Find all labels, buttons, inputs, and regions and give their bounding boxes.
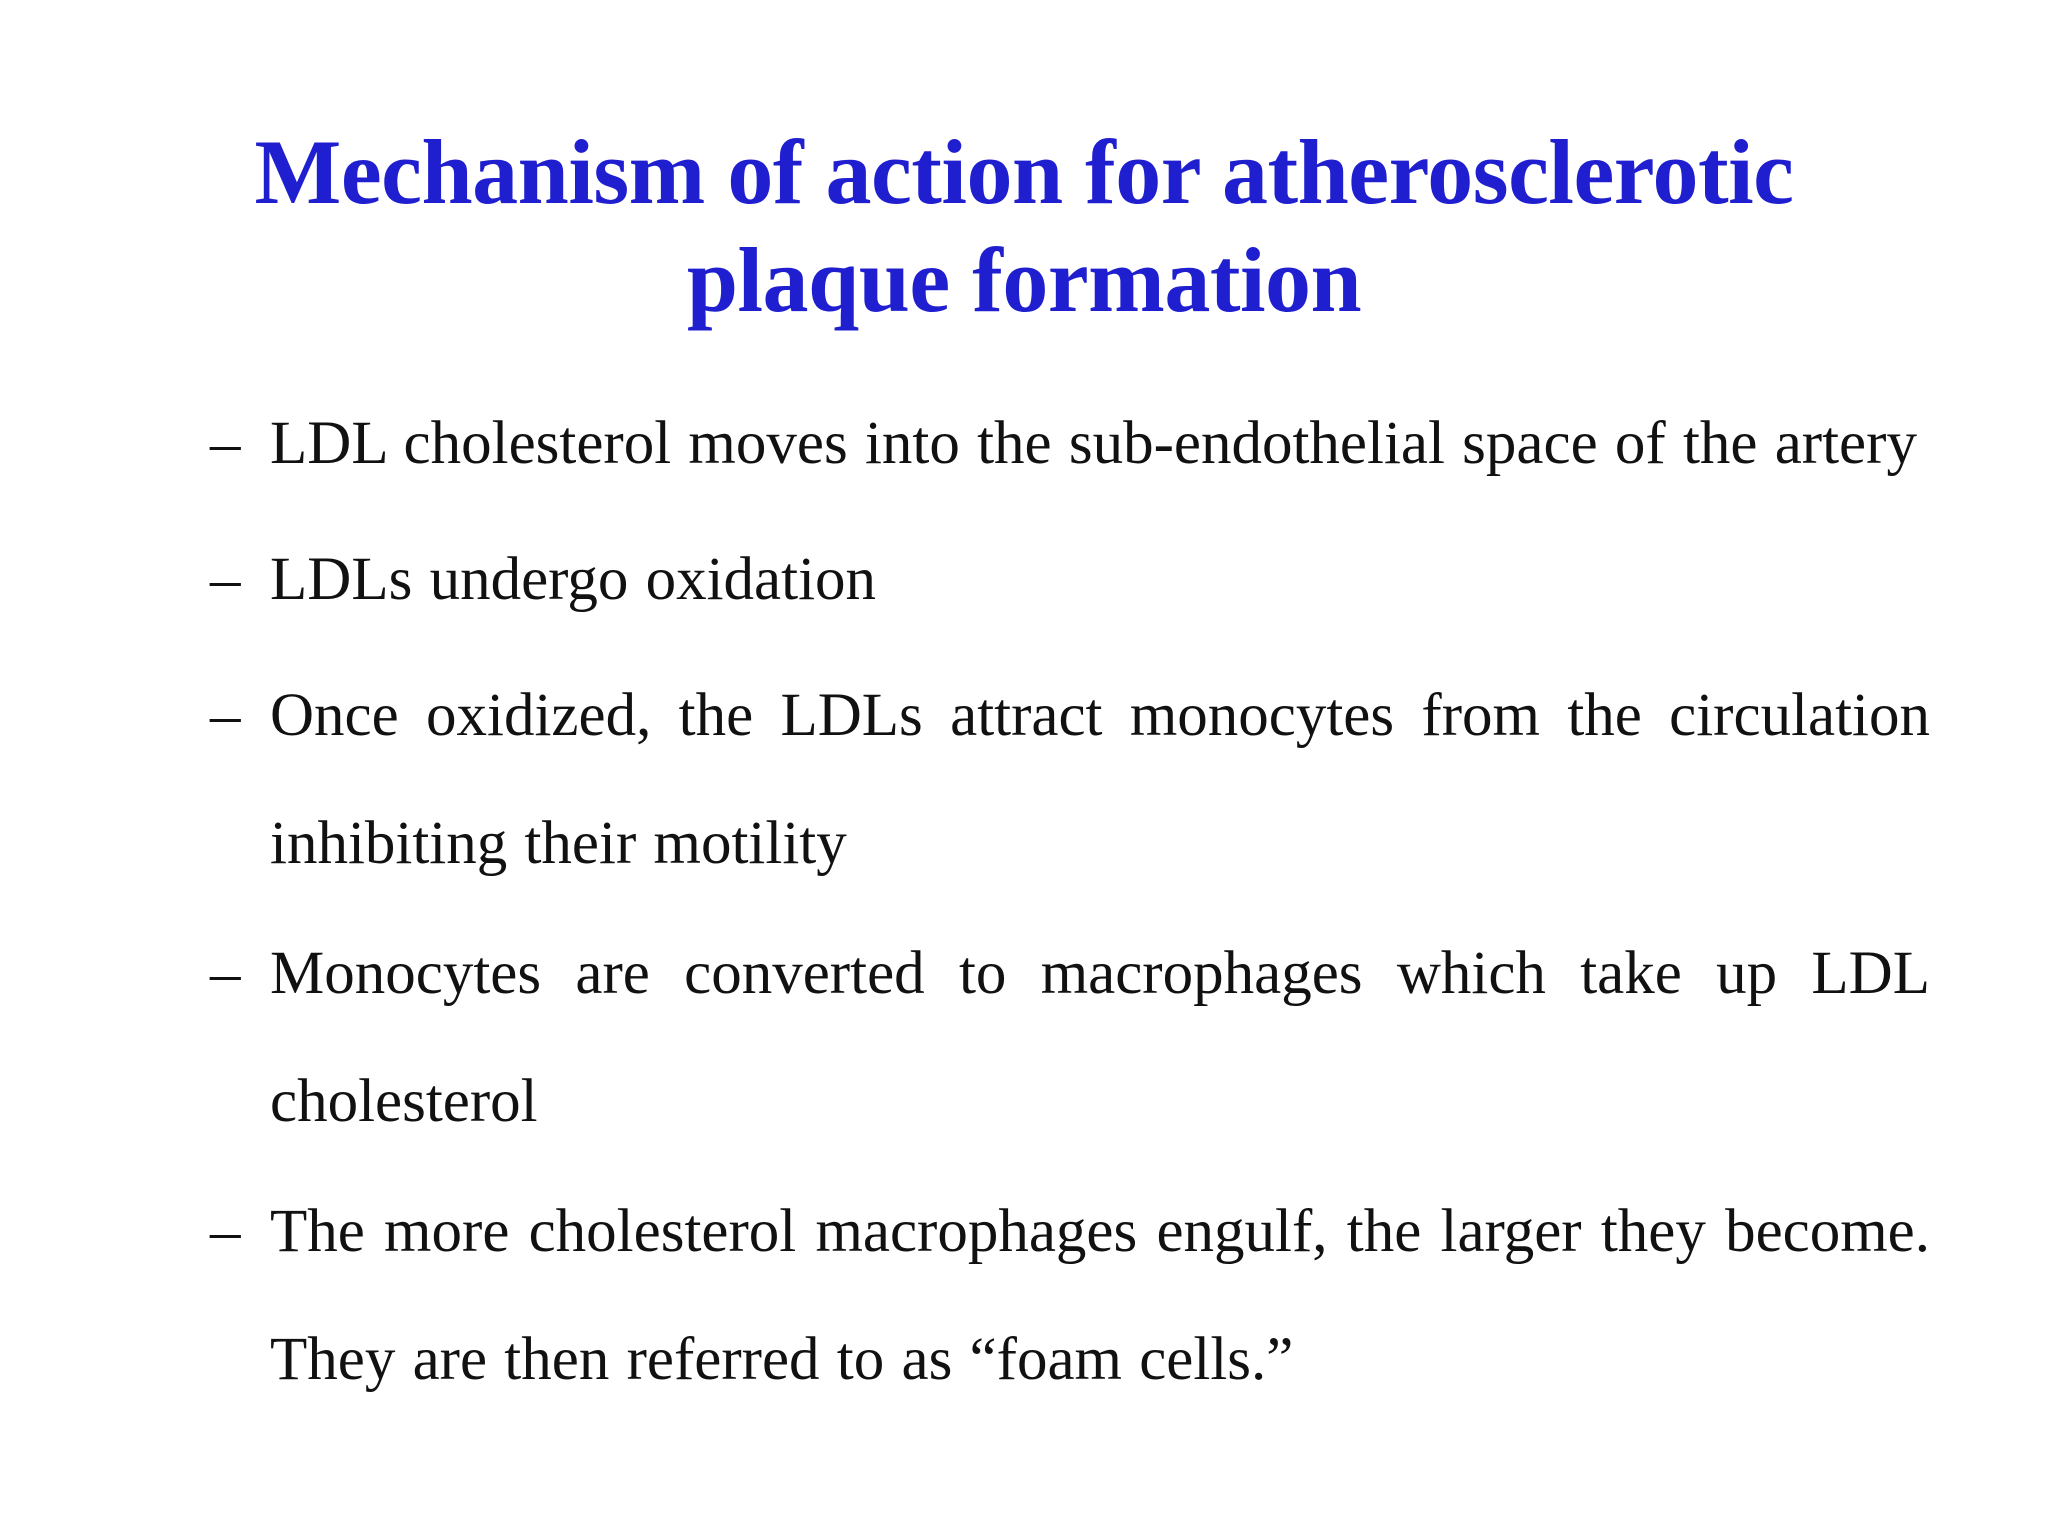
bullet-item-5 <box>210 1168 1930 1424</box>
bullet-item-1 <box>210 380 1930 508</box>
bullet-text: LDLs undergo oxidation <box>270 546 877 613</box>
bullet-text: The more cholesterol macrophages engulf, the larger they become. They are then referred to as “foam cells.” <box>270 1198 1930 1393</box>
bullet-dash: – <box>210 682 241 749</box>
bullet-text: LDL cholesterol moves into the sub-endothelial space of the artery <box>270 410 1917 477</box>
bullet-item-4 <box>210 910 1930 1166</box>
bullet-text: Once oxidized, the LDLs attract monocytes from the circulation inhibiting their motility <box>270 682 1930 877</box>
bullet-dash: – <box>210 410 241 477</box>
bullet-item-3 <box>210 652 1930 908</box>
bullet-dash: – <box>210 1198 241 1265</box>
slide-title <box>0 118 2048 334</box>
slide-title-line-2: plaque formation <box>686 229 1362 331</box>
bullet-dash: – <box>210 546 241 613</box>
slide-title-line-1: Mechanism of action for atherosclerotic <box>254 121 1794 223</box>
bullet-item-2 <box>210 516 1930 644</box>
bullet-dash: – <box>210 940 241 1007</box>
bullet-text: Monocytes are converted to macrophages which take up LDL cholesterol <box>270 940 1930 1135</box>
